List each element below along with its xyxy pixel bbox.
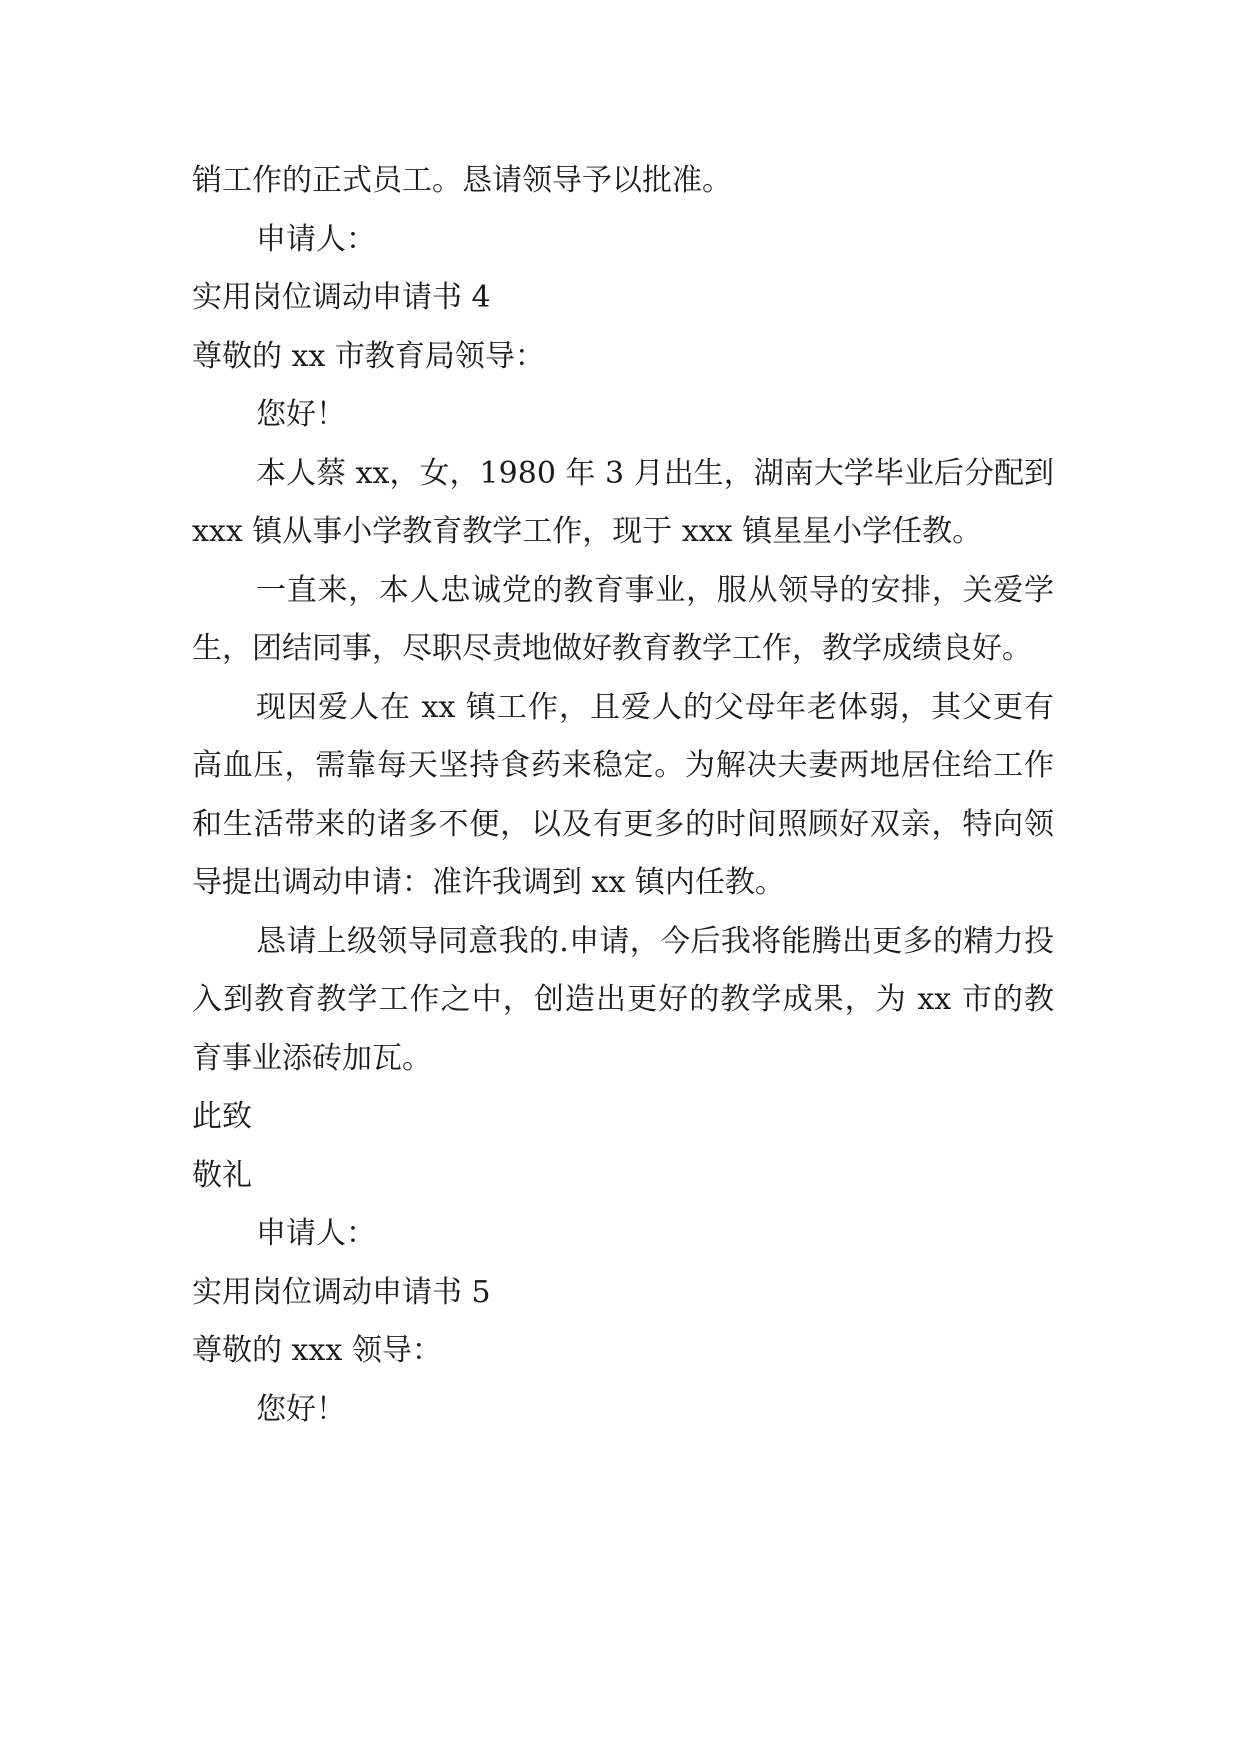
letter-5-greeting: 您好！ — [256, 1391, 346, 1427]
letter-4-title: 实用岗位调动申请书 4 — [192, 280, 491, 315]
letter-5-salutation: 尊敬的 xxx 领导： — [192, 1333, 442, 1368]
applicant-signature: 申请人： — [256, 221, 376, 257]
letter-4-paragraph: 本人蔡 xx，女，1980 年 3 月出生，湖南大学毕业后分配到 xxx 镇从事小学教育教学工作，现于 xxx 镇星星小学任教。 — [192, 455, 1054, 549]
document-body — [192, 152, 1054, 1439]
letter-5-title: 实用岗位调动申请书 5 — [192, 1274, 491, 1310]
letter-4-closing: 此致 — [192, 1099, 252, 1134]
letter-4-greeting: 您好！ — [256, 397, 346, 432]
letter-4-salutation: 尊敬的 xx 市教育局领导： — [192, 338, 545, 374]
letter-4-regards: 敬礼 — [192, 1157, 252, 1193]
letter-4-paragraph: 一直来，本人忠诚党的教育事业，服从领导的安排，关爱学生，团结同事，尽职尽责地做好教育教学工作，教学成绩良好。 — [192, 572, 1054, 666]
continued-line: 销工作的正式员工。恳请领导予以批准。 — [192, 163, 732, 198]
letter-4-applicant: 申请人： — [256, 1216, 376, 1251]
letter-4-paragraph: 恳请上级领导同意我的.申请，今后我将能腾出更多的精力投入到教育教学工作之中，创造出更好的教学成果，为 xx 市的教育事业添砖加瓦。 — [192, 923, 1054, 1076]
letter-4-paragraph: 现因爱人在 xx 镇工作，且爱人的父母年老体弱，其父更有高血压，需靠每天坚持食药来稳定。为解决夫妻两地居住给工作和生活带来的诸多不便，以及有更多的时间照顾好双亲，特向领导提出调动申请：准许我调到 xx 镇内任教。 — [192, 689, 1054, 900]
